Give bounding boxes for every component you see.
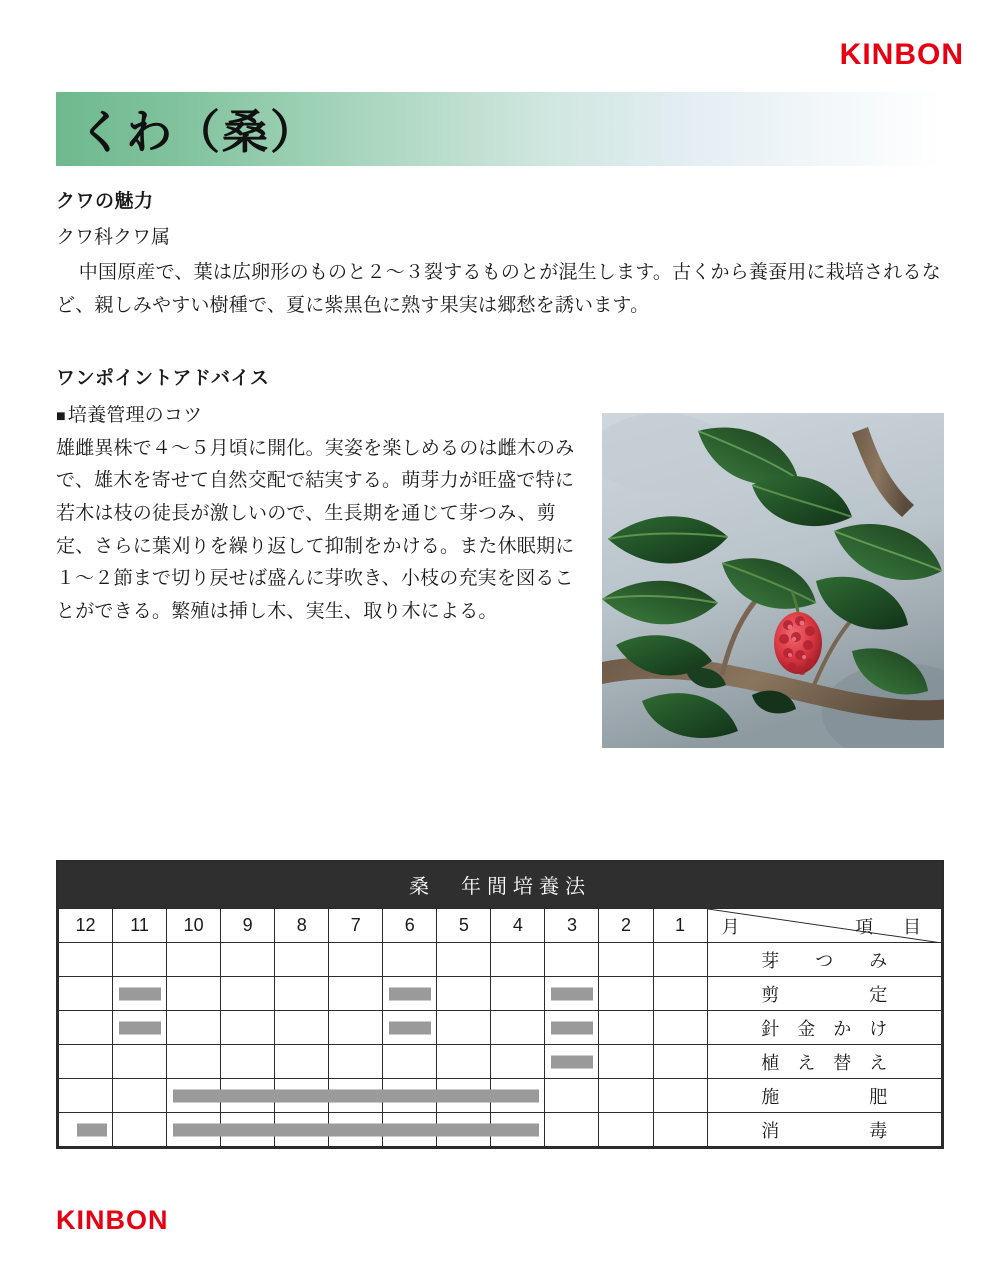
chart-cell	[221, 1011, 275, 1045]
page-title: くわ（桑）	[78, 105, 318, 159]
chart-cell	[329, 1113, 383, 1147]
advice-subheading-label: 培養管理のコツ	[67, 404, 203, 426]
chart-cell	[437, 943, 491, 977]
advice-subheading	[56, 400, 586, 427]
chart-cell	[437, 1011, 491, 1045]
month-header-10: 10	[167, 909, 221, 943]
chart-cell	[653, 1011, 707, 1045]
chart-bar	[551, 1021, 593, 1034]
chart-cell	[59, 1045, 113, 1079]
chart-row-label: 植 え 替 え	[707, 1045, 941, 1079]
table-row	[59, 1079, 942, 1113]
chart-cell	[59, 977, 113, 1011]
chart-cell	[329, 977, 383, 1011]
table-row	[59, 1011, 942, 1045]
chart-bar	[389, 987, 431, 1000]
chart-cell	[59, 1079, 113, 1113]
article-body	[56, 186, 944, 629]
chart-cell	[545, 1079, 599, 1113]
table-row	[59, 977, 942, 1011]
chart-cell	[383, 1045, 437, 1079]
month-header-12: 12	[59, 909, 113, 943]
month-header-9: 9	[221, 909, 275, 943]
spacer	[56, 323, 944, 363]
chart-cell	[653, 1113, 707, 1147]
chart-bar	[77, 1123, 107, 1136]
chart-bar	[119, 1021, 161, 1034]
chart-cell	[167, 943, 221, 977]
chart-cell	[329, 1079, 383, 1113]
chart-bar	[389, 1021, 431, 1034]
chart-cell	[491, 943, 545, 977]
chart-table	[58, 908, 942, 1147]
advice-heading: ワンポイントアドバイス	[56, 367, 270, 389]
chart-cell	[545, 943, 599, 977]
chart-corner-header	[707, 909, 941, 943]
charm-family: クワ科クワ属	[56, 227, 171, 248]
table-row	[59, 943, 942, 977]
chart-cell	[275, 1011, 329, 1045]
advice-text-column	[56, 400, 586, 629]
month-header-4: 4	[491, 909, 545, 943]
chart-cell	[113, 1113, 167, 1147]
chart-cell	[653, 977, 707, 1011]
month-header-11: 11	[113, 909, 167, 943]
chart-cell	[383, 1011, 437, 1045]
chart-cell	[221, 1079, 275, 1113]
chart-cell	[167, 1011, 221, 1045]
chart-cell	[653, 943, 707, 977]
month-header-5: 5	[437, 909, 491, 943]
chart-cell	[329, 943, 383, 977]
month-header-1: 1	[653, 909, 707, 943]
chart-cell	[491, 1079, 545, 1113]
chart-row-label: 施 肥	[707, 1079, 941, 1113]
title-banner	[56, 92, 944, 166]
chart-cell	[59, 1113, 113, 1147]
chart-cell	[167, 977, 221, 1011]
chart-cell	[113, 1079, 167, 1113]
chart-cell	[437, 1079, 491, 1113]
items-axis-label: 項 目	[855, 917, 927, 937]
annual-cultivation-chart	[56, 860, 944, 1149]
chart-cell	[329, 1011, 383, 1045]
chart-cell	[167, 1079, 221, 1113]
charm-heading: クワの魅力	[56, 191, 154, 212]
chart-cell	[653, 1079, 707, 1113]
chart-cell	[221, 1113, 275, 1147]
month-header-8: 8	[275, 909, 329, 943]
month-header-2: 2	[599, 909, 653, 943]
chart-cell	[113, 943, 167, 977]
chart-cell	[545, 1011, 599, 1045]
chart-cell	[383, 1079, 437, 1113]
chart-cell	[113, 1011, 167, 1045]
chart-cell	[113, 1045, 167, 1079]
chart-cell	[59, 943, 113, 977]
chart-bar	[551, 1055, 593, 1068]
chart-cell	[599, 1079, 653, 1113]
chart-title: 桑 年間培養法	[58, 862, 942, 908]
table-row	[59, 1045, 942, 1079]
chart-cell	[491, 1045, 545, 1079]
month-header-3: 3	[545, 909, 599, 943]
month-header-7: 7	[329, 909, 383, 943]
chart-cell	[275, 977, 329, 1011]
chart-cell	[383, 977, 437, 1011]
chart-cell	[599, 943, 653, 977]
chart-row-label: 芽 つ み	[707, 943, 941, 977]
table-row	[59, 1113, 942, 1147]
chart-bar	[119, 987, 161, 1000]
chart-cell	[275, 1113, 329, 1147]
chart-row-label: 消 毒	[707, 1113, 941, 1147]
chart-cell	[221, 977, 275, 1011]
chart-cell	[59, 1011, 113, 1045]
chart-cell	[383, 1113, 437, 1147]
mulberry-branch-with-fruit-photo	[602, 413, 944, 748]
chart-cell	[599, 1045, 653, 1079]
chart-cell	[491, 1011, 545, 1045]
chart-cell	[545, 1113, 599, 1147]
chart-cell	[221, 1045, 275, 1079]
chart-cell	[113, 977, 167, 1011]
chart-cell	[599, 1113, 653, 1147]
chart-cell	[491, 977, 545, 1011]
chart-cell	[167, 1113, 221, 1147]
chart-cell	[437, 977, 491, 1011]
chart-cell	[545, 977, 599, 1011]
chart-cell	[275, 1045, 329, 1079]
chart-cell	[599, 977, 653, 1011]
charm-paragraph: 中国原産で、葉は広卵形のものと２〜３裂するものとが混生します。古くから養蚕用に栽培されるなど、親しみやすい樹種で、夏に紫黒色に熟す果実は郷愁を誘います。	[56, 262, 941, 317]
months-axis-label: 月	[721, 917, 740, 937]
chart-cell	[437, 1045, 491, 1079]
chart-bar	[551, 987, 593, 1000]
chart-cell	[221, 943, 275, 977]
chart-cell	[491, 1113, 545, 1147]
advice-paragraph: 雄雌異株で４〜５月頃に開化。実姿を楽しめるのは雌木のみで、雄木を寄せて自然交配で結実する。萌芽力が旺盛で特に若木は枝の徒長が激しいので、生長期を通じて芽つみ、剪定、さらに葉刈りを繰り返して抑制をかける。また休眠期に１〜２節まで切り戻せば盛んに芽吹き、小枝の充実を図ることができる。繁殖は挿し木、実生、取り木による。	[56, 437, 575, 623]
chart-cell	[437, 1113, 491, 1147]
chart-header-row	[59, 909, 942, 943]
chart-cell	[275, 1079, 329, 1113]
chart-cell	[383, 943, 437, 977]
month-header-6: 6	[383, 909, 437, 943]
chart-cell	[599, 1011, 653, 1045]
chart-cell	[275, 943, 329, 977]
advice-section	[56, 363, 944, 629]
chart-cell	[167, 1045, 221, 1079]
chart-cell	[653, 1045, 707, 1079]
chart-row-label: 針 金 か け	[707, 1011, 941, 1045]
square-bullet-icon: ■	[56, 407, 66, 425]
chart-cell	[329, 1045, 383, 1079]
brand-logo-top: KINBON	[839, 38, 964, 71]
chart-row-label: 剪 定	[707, 977, 941, 1011]
brand-logo-bottom: KINBON	[56, 1205, 169, 1235]
chart-cell	[545, 1045, 599, 1079]
